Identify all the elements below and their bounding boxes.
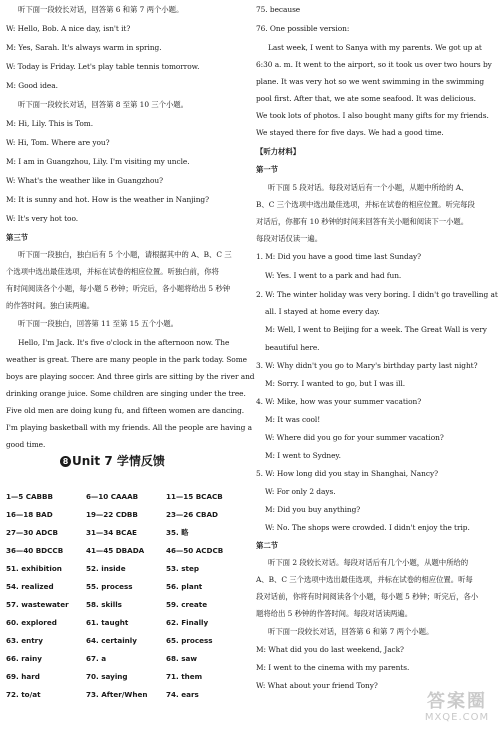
answer-cell: 61. taught (86, 618, 129, 627)
text-line: W: Hi, Tom. Where are you? (6, 138, 110, 147)
text-line: 每段对话仅读一遍。 (256, 234, 323, 243)
answer-cell: 41—45 DBADA (86, 546, 145, 555)
answer-cell: 72. to/at (6, 690, 41, 699)
text-line: 3. W: Why didn't you go to Mary's birthday party last night? (256, 361, 478, 370)
text-line: M: Did you buy anything? (265, 505, 361, 514)
text-line: M: Hi, Lily. This is Tom. (6, 119, 94, 128)
text-line: W: What about your friend Tony? (256, 681, 378, 690)
text-line: 2. W: The winter holiday was very boring. I didn't go travelling at (256, 290, 498, 299)
text-line: We stayed there for five days. We had a good time. (256, 128, 444, 137)
answer-cell: 64. certainly (86, 636, 137, 645)
text-line: I'm playing basketball with my friends. All the people are having a (6, 423, 252, 432)
watermark-line2: MXQE.COM (424, 712, 490, 723)
answer-cell: 56. plant (166, 582, 203, 591)
answer-cell: 66. rainy (6, 654, 42, 663)
text-line: W: Hello, Bob. A nice day, isn't it? (6, 24, 131, 33)
answer-cell: 46—50 ACDCB (166, 546, 224, 555)
answer-cell: 51. exhibition (6, 564, 62, 573)
text-line: 听下面 2 段较长对话。每段对话后有几个小题，从题中所给的 (268, 558, 469, 567)
text-line: 76. One possible version: (256, 24, 350, 33)
text-line: M: I went to the cinema with my parents. (256, 663, 410, 672)
answer-cell: 57. wastewater (6, 600, 69, 609)
text-line: W: For only 2 days. (265, 487, 336, 496)
text-line: W: What's the weather like in Guangzhou? (6, 176, 164, 185)
answer-cell: 31—34 BCAE (86, 528, 137, 537)
answer-cell: 62. Finally (166, 618, 209, 627)
section-heading: 第三节 (6, 233, 29, 242)
answer-cell: 19—22 CDBB (86, 510, 138, 519)
answer-cell: 69. hard (6, 672, 40, 681)
text-line: Last week, I went to Sanya with my parents. We got up at (268, 43, 482, 52)
answer-cell: 60. explored (6, 618, 57, 627)
answer-cell: 73. After/When (86, 690, 148, 699)
text-line: 6:30 a. m. It went to the airport, so it took us over two hours by (256, 60, 492, 69)
answer-cell: 6—10 CAAAB (86, 492, 139, 501)
answer-cell: 58. skills (86, 600, 122, 609)
answer-cell: 27—30 ADCB (6, 528, 58, 537)
watermark-logo (418, 692, 496, 726)
text-line: all. I stayed at home every day. (265, 307, 380, 316)
text-line: W: Today is Friday. Let's play table tennis tomorrow. (6, 62, 200, 71)
answer-cell: 63. entry (6, 636, 43, 645)
text-line: 听下面 5 段对话。每段对话后有一个小题，从题中所给的 A、 (268, 183, 469, 192)
text-line: weather is great. There are many people in the park today. Some (6, 355, 247, 364)
text-line: 的作答时间。独白读两遍。 (6, 301, 95, 310)
text-line: M: It was cool! (265, 415, 321, 424)
section-heading: 第二节 (256, 541, 279, 550)
text-line: M: It is sunny and hot. How is the weather in Nanjing? (6, 195, 210, 204)
answer-cell: 71. them (166, 672, 203, 681)
watermark-line1: 答案圈 (427, 691, 487, 712)
text-line: 个选项中选出最佳选项，并标在试卷的相应位置。听独白前，你将 (6, 267, 219, 276)
answer-cell: 55. process (86, 582, 133, 591)
text-line: 题将给出 5 秒钟的作答时间。每段对话读两遍。 (256, 609, 413, 618)
answer-cell: 70. saying (86, 672, 128, 681)
text-line: M: What did you do last weekend, Jack? (256, 645, 404, 654)
text-line: 段对话前，你将有时间阅读各个小题，每小题 5 秒钟；听完后，各小 (256, 592, 479, 601)
text-line: 对话后，你都有 10 秒钟的时间来回答有关小题和阅读下一小题。 (256, 217, 469, 226)
answer-cell: 68. saw (166, 654, 198, 663)
answer-cell: 53. step (166, 564, 199, 573)
text-line: M: Yes, Sarah. It's always warm in spring. (6, 43, 162, 52)
answer-cell: 52. inside (86, 564, 126, 573)
unit-title-text: Unit 7 学情反馈 (72, 454, 165, 468)
text-line: We took lots of photos. I also bought many gifts for my friends. (256, 111, 489, 120)
text-line: pool first. After that, we ate some seafood. It was delicious. (256, 94, 476, 103)
text-line: M: Well, I went to Beijing for a week. The Great Wall is very (265, 325, 487, 334)
answer-cell: 11—15 BCACB (166, 492, 223, 501)
unit-number-badge: 8 (60, 456, 71, 467)
text-line: B、C 三个选项中选出最佳选项，并标在试卷的相应位置。听完每段 (256, 200, 475, 209)
answer-cell: 74. ears (166, 690, 199, 699)
text-line: 听下面一段较长对话，回答第 6 和第 7 两个小题。 (18, 5, 184, 14)
text-line: M: Good idea. (6, 81, 58, 90)
answer-cell: 1—5 CABBB (6, 492, 53, 501)
answer-cell: 54. realized (6, 582, 54, 591)
text-line: boys are playing soccer. And three girls are sitting by the river and (6, 372, 255, 381)
text-line: 听下面一段较长对话，回答第 8 至第 10 三个小题。 (18, 100, 188, 109)
answer-cell: 36—40 BDCCB (6, 546, 64, 555)
text-line: 有时间阅读各个小题，每小题 5 秒钟；听完后，各小题将给出 5 秒钟 (6, 284, 231, 293)
text-line: good time. (6, 440, 46, 449)
text-line: 5. W: How long did you stay in Shanghai, Nancy? (256, 469, 439, 478)
text-line: W: Where did you go for your summer vacation? (265, 433, 444, 442)
text-line: 听下面一段独白，回答第 11 至第 15 五个小题。 (18, 319, 178, 328)
section-heading: 第一节 (256, 165, 279, 174)
text-line: Hello, I'm Jack. It's five o'clock in the afternoon now. The (18, 338, 230, 347)
text-line: A、B、C 三个选项中选出最佳选项，并标在试卷的相应位置。听每 (256, 575, 473, 584)
text-line: 听下面一段较长对话，回答第 6 和第 7 两个小题。 (268, 627, 434, 636)
answer-cell: 65. process (166, 636, 213, 645)
text-line: 听下面一段独白，独白后有 5 个小题，请根据其中的 A、B、C 三 (18, 250, 232, 259)
answer-cell: 35. 略 (166, 528, 189, 537)
text-line: drinking orange juice. Some children are singing under the tree. (6, 389, 246, 398)
text-line: W: No. The shops were crowded. I didn't enjoy the trip. (265, 523, 470, 532)
text-line: M: I am in Guangzhou, Lily. I'm visiting my uncle. (6, 157, 190, 166)
text-line: 75. because (256, 5, 301, 14)
unit-title (60, 452, 165, 469)
answer-cell: 59. create (166, 600, 208, 609)
text-line: plane. It was very hot so we went swimming in the swimming (256, 77, 485, 86)
text-line: 4. W: Mike, how was your summer vacation? (256, 397, 422, 406)
text-line: W: It's very hot too. (6, 214, 79, 223)
text-line: Five old men are doing kung fu, and fifteen women are dancing. (6, 406, 245, 415)
text-line: M: I went to Sydney. (265, 451, 341, 460)
answer-cell: 16—18 BAD (6, 510, 53, 519)
text-line: beautiful here. (265, 343, 320, 352)
answer-cell: 23—26 CBAD (166, 510, 218, 519)
section-heading: 【听力材料】 (256, 147, 301, 156)
text-line: W: Yes. I went to a park and had fun. (265, 271, 402, 280)
text-line: 1. M: Did you have a good time last Sunday? (256, 252, 422, 261)
text-line: M: Sorry. I wanted to go, but I was ill. (265, 379, 406, 388)
answer-cell: 67. a (86, 654, 107, 663)
